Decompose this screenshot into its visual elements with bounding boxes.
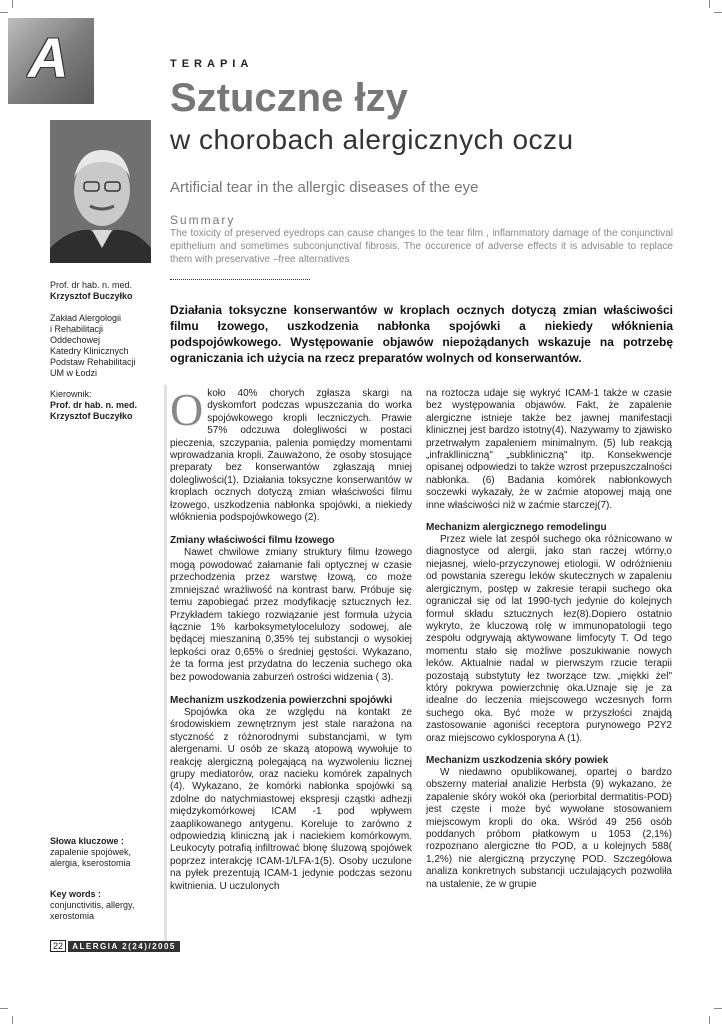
affiliation-line: UM w Łodzi [50,368,98,378]
dotted-divider [170,279,310,280]
keywords-en-label: Key words : [50,889,102,899]
column-rule [164,385,167,945]
summary-text: The toxicity of preserved eyedrops can cause changes to the tear film , inflammatory damage of the conjunctival epithelium and sometimes subconjunctival fibrosis. The occurence of adverse effects it is advisable to replace them with preservative –free alternatives [170,228,673,265]
paragraph: Przez wiele lat zespół suchego oka różnicowano w diagnostyce od alergii, jako stan raczej wtórny,o niejasnej, wielo-przyczynowej etiologii. W odróżnieniu od powstania szeregu leków skutecznych w zapaleniu alergicznym, postęp w zakresie terapii suchego oka ograniczał się od lat 1990-tych jedynie do kolejnych formuł składu sztucznych łez(8).Dopiero ostatnio wykryto, że kluczową rolę w immunopatologii tego zespołu odgrywają aktywowane limfocyty T. Od tego momentu stało się możliwe poszukiwanie nowych leków. Aktualnie nadal w pierwszym rzucie terapii pozostają substytuty łez tworzące tzw. „miękki żel" który pokrywa powierzchnię oka.Uznaje się je za idealne do leczenia miejscowego wczesnych form suchego oka. Być może w przyszłości znajdą zastosowanie agoniści receptora purynowego P2Y2 oraz miejscowo cyklosporyna A (1). [426,534,672,744]
head-block [50,389,154,422]
head-label: Kierownik: [50,389,92,399]
english-title: Artificial tear in the allergic diseases of the eye [170,179,479,196]
crop-mark [709,1016,710,1024]
article-subtitle: w chorobach alergicznych oczu [170,124,574,155]
affiliation-line: Zakład Alergologii [50,313,122,323]
crop-mark [709,0,710,8]
affiliation-block [50,313,154,379]
drop-cap: O [170,384,204,435]
crop-mark [714,12,722,13]
affiliation-line: i Rehabilitacji [50,324,104,334]
keywords-pl-label: Słowa kluczowe : [50,836,125,846]
keywords-pl-block [50,836,154,869]
author-name: Krzysztof Buczyłko [50,291,133,301]
head-name: Krzysztof Buczyłko [50,411,133,421]
author-title: Prof. dr hab. n. med. [50,280,133,290]
affiliation-line: Oddechowej [50,335,101,345]
crop-mark [714,1008,722,1009]
section-heading: Mechanizm uszkodzenia powierzchni spojówki [170,694,393,706]
page-number: 22 [50,940,66,952]
crop-mark [0,1008,8,1009]
crop-mark [12,0,13,8]
paragraph: Nawet chwilowe zmiany struktury filmu łzowego mogą powodować załamanie fali optycznej w czasie przechodzenia przez warstwę łzową, co może zmniejszać wrażliwość na kontrast barw. Próbuje się temu zapobiegać przez modyfikację sztucznych łez. Przykładem takiego rozwiązanie jest formuła użycia łącznie 1% karboksymetylocelulozy sodowej, ale będącej mieszaniną 0,35% tej substancji o wysokiej lepkości oraz 0,65% o średniej gęstości. Wykazano, że ta forma jest przydatna do leczenia suchego oka bez powodowania zaburzeń ostrości widzenia ( 3). [170,547,412,683]
journal-name: ALERGIA 2(24)/2005 [68,941,180,952]
paragraph: Spojówka oka ze względu na kontakt ze środowiskiem zewnętrznym jest stale narażona na styczność z różnorodnymi substancjami, w tym alergenami. U osób ze skazą atopową wywołuje to reakcję alergiczną polegającą na wyzwoleniu licznej grupy mediatorów, oraz nacieku komórek zapalnych (4). Wykazano, że komórki nabłonka spojówki są zdolne do natychmiastowej ekspresji cząstki adhezji międzykomórkowej ICAM -1 pod wpływem zaaplikowanego antygenu. Koreluje to zarówno z odpowiedzią kliniczną jak i naciekiem komórkowym. Leukocyty potrafią infiltrować błonę śluzową spojówek poprzez interakcję ICAM-1/LFA-1(5). Osoby uczulone na pyłek prezentują ICAM-1 jedynie podczas sezonu kwitnienia. U uczulonych [170,706,412,892]
section-heading: Mechanizm alergicznego remodelingu [426,522,607,534]
crop-mark [0,12,8,13]
paragraph: W niedawno opublikowanej, opartej o bardzo obszerny materiał analizie Herbsta (9) wykazano, że zapalenie skóry wokół oka (periorbital dermatitis-POD) jest częste i może być wywołane stosowaniem miejscowym kropli do oka. Wśród 49 256 osób poddanych próbom płatkowym u 1053 (2,1%) rozpoznano alergiczne tło POD, a u kolejnych 588( 1,2%) nie alergiczną przyczynę POD. Szczegółowa analiza konkretnych substancji uczulających pozwoliła na ustalenie, że w grupie [426,766,672,890]
paragraph [170,384,412,524]
section-logo-letter: A [28,26,69,89]
crop-mark [12,1016,13,1024]
author-block [50,280,154,302]
keywords-en: conjunctivitis, allergy, xerostomia [50,900,135,921]
category-label: TERAPIA [170,58,254,70]
page-footer [50,940,180,952]
lead-paragraph: Działania toksyczne konserwantów w kroplach ocznych dotyczą zmian właściwości filmu łzowego, uszkodzenia nabłonka spojówki a niekiedy włóknienia podspojówkowego. Występowanie objawów niepożądanych wskazuje na potrzebę ograniczania ich użycia na rzecz preparatów wolnych od konserwantów. [170,303,673,365]
body-column-2 [426,388,672,891]
keywords-en-block [50,889,154,922]
head-title: Prof. dr hab. n. med. [50,400,138,410]
keywords-pl: zapalenie spojówek, alergia, kserostomia [50,847,132,868]
paragraph: na roztocza udaje się wykryć ICAM-1 także w czasie bez występowania objawów. Fakt, że zapalenie alergiczne istnieje także bez jawnej manifestacji klinicznej jest bardzo istotny(4). Nazywamy to zjawisko przetrwałym zapaleniem minimalnym. (5) lub reakcją „infraklliniczną" „subkliniczną" itp. Konsekwencje opisanej odpowiedzi to także wzrost przepuszczalności nabłonka. (6) Badania komórek nabłonkowych soczewki wykazały, że w zaćmie atopowej mają one inne właściwości niż w zaćmie starczej(7). [426,388,672,511]
article-title: Sztuczne łzy [170,76,408,120]
affiliation-line: Podstaw Rehabilitacji [50,357,136,367]
body-column-1 [170,384,412,893]
affiliation-line: Katedry Klinicznych [50,346,129,356]
author-photo [50,120,151,263]
summary-heading: Summary [170,213,236,227]
section-heading: Mechanizm uszkodzenia skóry powiek [426,754,609,766]
section-heading: Zmiany właściwości filmu łzowego [170,535,335,547]
paragraph-text: koło 40% chorych zgłasza skargi na dyskomfort podczas wpuszczania do worka spojówkowego kropli leczniczych. Prawie 57% odczuwa dolegliwości w postaci pieczenia, szczypania, palenia pomiędzy momentami wprowadzania kropli. Zauważono, że osoby stosujące preparaty bez konserwantów zgłaszają mniej dolegliwości(1). Działania toksyczne konserwantów w kroplach ocznych dotyczą zmian właściwości filmu łzowego, uszkodzenia nabłonka spojówki, a niekiedy włóknienia podspojówkowego (2). [170,388,412,524]
